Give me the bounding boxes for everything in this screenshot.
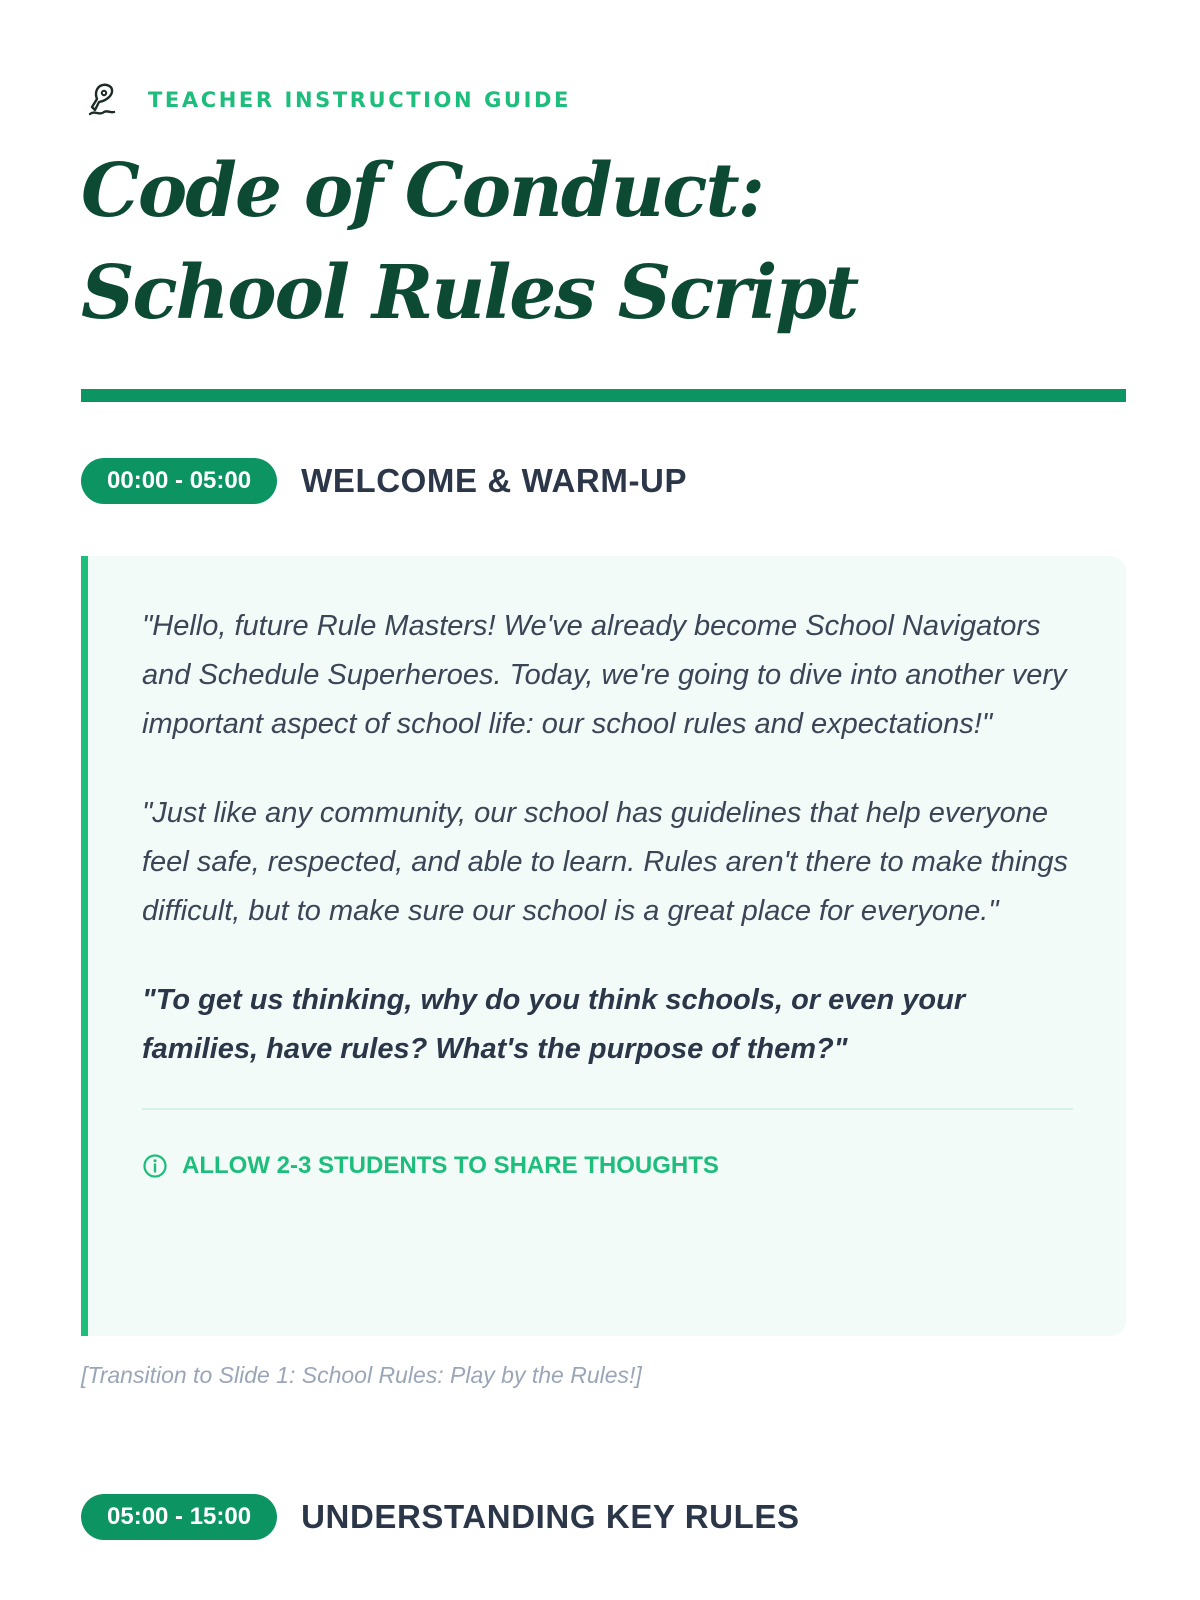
teacher-note-text: ALLOW 2-3 STUDENTS TO SHARE THOUGHTS: [182, 1152, 719, 1179]
section-title: UNDERSTANDING KEY RULES: [301, 1498, 800, 1535]
page-title-line-2: School Rules Script: [81, 250, 858, 336]
script-callout: [81, 556, 1126, 1336]
teacher-note: [142, 1152, 1074, 1180]
pen-nib-icon: [86, 82, 120, 118]
section-title: WELCOME & WARM-UP: [301, 462, 688, 499]
slide-transition-note: [Transition to Slide 1: School Rules: Play by the Rules!]: [81, 1362, 642, 1388]
callout-divider: [142, 1108, 1073, 1110]
guide-kicker-label: TEACHER INSTRUCTION GUIDE: [148, 88, 571, 112]
time-range-badge: 00:00 - 05:00: [81, 458, 277, 504]
guide-kicker: [86, 82, 571, 118]
page-title: [81, 140, 857, 344]
discussion-question: "To get us thinking, why do you think schools, or even your families, have rules? What's the purpose of them?": [142, 984, 966, 1065]
page-title-line-1: Code of Conduct:: [81, 148, 763, 234]
time-range-badge: 05:00 - 15:00: [81, 1494, 277, 1540]
title-divider: [81, 389, 1126, 402]
section-header-key-rules: [81, 1494, 800, 1540]
section-header-welcome: [81, 458, 687, 504]
info-icon: [142, 1153, 168, 1179]
script-paragraph: "Hello, future Rule Masters! We've already become School Navigators and Schedule Superheroes. Today, we're going to dive into another very important aspect of school life: our school rules and expectations!": [142, 610, 1067, 740]
script-paragraph: "Just like any community, our school has guidelines that help everyone feel safe, respected, and able to learn. Rules aren't there to make things difficult, but to make sure our school is a great place for everyone.": [142, 797, 1069, 927]
